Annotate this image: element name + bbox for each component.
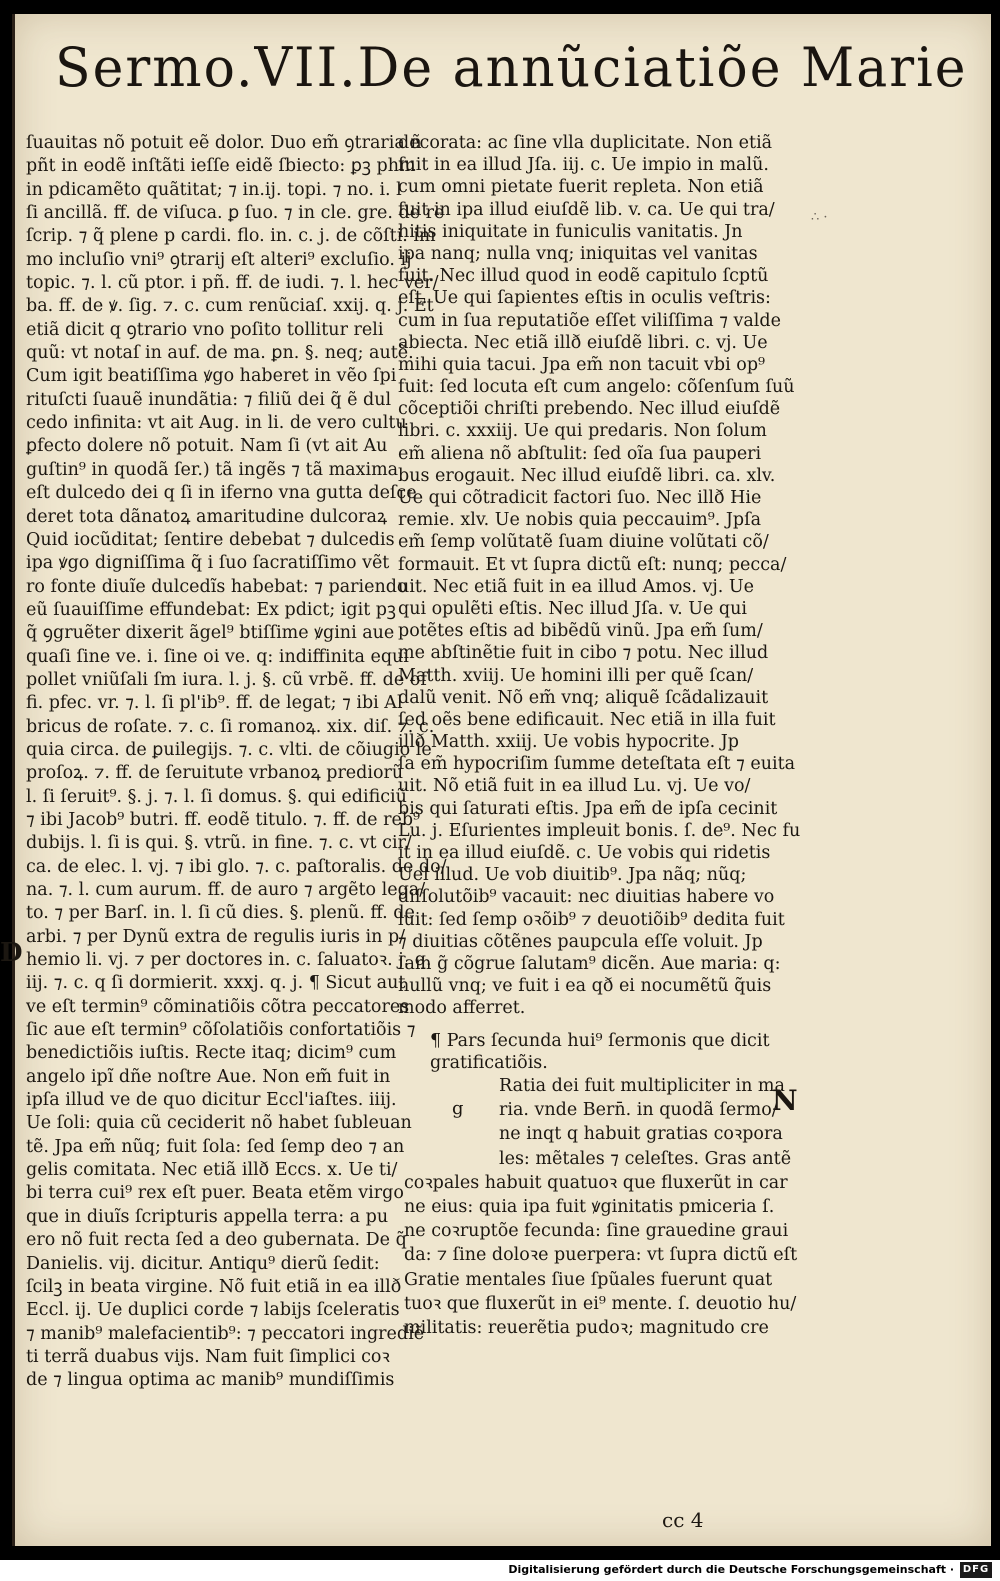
text-line: Ratia dei fuit multipliciter in ma	[499, 1076, 785, 1096]
text-line: arbi. ⁊ per Dynũ extra de regulis iuris in p/	[26, 926, 406, 947]
text-line: cedo infinita: vt ait Aug. in li. de vero cultu	[26, 413, 407, 434]
text-line: em̃ ſemp volũtatẽ ſuam diuine volũtati cõ/	[398, 532, 769, 553]
text-line: ne coꝛruptõe fecunda: ſine grauedine graui	[404, 1221, 789, 1242]
text-line: ſi ancillã. ff. de viſuca. ꝑ ſuo. ⁊ in cle. gre. de re	[26, 203, 445, 224]
text-line: ti terrã duabus vijs. Nam fuit ſimplici coꝛ	[26, 1346, 390, 1367]
text-line: formauit. Et vt ſupra dictũ eſt: nunq; pecca/	[398, 554, 787, 575]
left-text-column	[26, 132, 447, 1393]
text-line: ſed oẽs bene edificauit. Nec etiã in illa fuit	[398, 709, 776, 730]
text-line: guſtin⁹ in quodã ſer.) tã ingẽs ⁊ tã maxima	[26, 459, 399, 480]
text-line: tuoꝛ que fluxerũt in ei⁹ mente. ſ. deuotio hu/	[404, 1293, 797, 1314]
right-text-column	[398, 132, 801, 1020]
text-line: Danielis. vij. dicitur. Antiqu⁹ dierũ ſedit:	[26, 1253, 380, 1274]
text-line: deret tota dãnatoꝝ amaritudine dulcoraꝝ	[26, 506, 388, 527]
text-line: to. ⁊ per Barſ. in. l. ſi cũ dies. §. plenũ. ff. de	[26, 903, 415, 924]
text-line: hitis iniquitate in funiculis vanitatis. Jn	[398, 221, 743, 242]
text-line: Gratie mentales ſiue ſpũales fuerunt quat	[404, 1269, 773, 1290]
text-line: gelis comitata. Nec etiã illð Eccs. x. Ue ti/	[26, 1160, 398, 1181]
text-line: rituſcti ſuauẽ inundãtia: ⁊ filiũ dei q̃ ẽ dul	[26, 389, 392, 410]
text-line: eſt. Ue qui ſapientes eſtis in oculis veſtris:	[398, 288, 771, 309]
text-line: me abſtinẽtie fuit in cibo ⁊ potu. Nec illud	[398, 643, 769, 664]
text-line: ꝑfecto dolere nõ potuit. Nam ſi (vt ait Au	[26, 436, 388, 457]
text-line: abiecta. Nec etiã illð eiuſdẽ libri. c. vj. Ue	[398, 332, 768, 353]
text-line: ba. ff. de ꝟ. ſig. ⁊. c. cum renũciaſ. xxij. q. j. Et	[26, 296, 434, 317]
text-line: hemio li. vj. ⁊ per doctores in. c. ſaluatoꝛ. j. q.	[26, 950, 432, 971]
text-line: fi. pfec. vr. ⁊. l. ſi pl'ib⁹. ff. de legat; ⁊ ibi Al	[26, 693, 403, 714]
margin-letter-d: D	[0, 938, 23, 968]
text-line: tẽ. Jpa em̃ nũq; fuit ſola: ſed ſemp deo ⁊ an	[26, 1136, 405, 1157]
text-line: Matth. xviij. Ue homini illi per quẽ ſcan/	[398, 665, 754, 686]
text-line: illð Matth. xxiij. Ue vobis hypocrite. Jp	[398, 732, 740, 753]
text-line: que in diuĩs ſcripturis appella terra: a pu	[26, 1206, 389, 1227]
text-line: ſam g̃ cõgrue ſalutam⁹ dicẽn. Aue maria: q:	[398, 953, 781, 974]
text-line: ſcilꝫ in beata virgine. Nõ fuit etiã in ea illð	[26, 1276, 402, 1297]
text-line: fuit: ſed locuta eſt cum angelo: cõſenſum ſuũ	[398, 377, 795, 398]
text-line: modo afferret.	[398, 998, 526, 1019]
signature-mark: cc 4	[662, 1508, 704, 1532]
text-line: uit. Nec etiã fuit in ea illud Amos. vj. Ue	[398, 576, 755, 597]
text-line: Cum igit beatiſſima ꝟgo haberet in vẽo ſpi	[26, 366, 397, 387]
text-line: ſcrip. ⁊ q̃ plene p cardi. flo. in. c. j. de cõſti. im	[26, 226, 436, 247]
text-line: cõceptiõi chriſti prebendo. Nec illud eiuſdẽ	[398, 399, 781, 420]
text-line: eũ ſuauiſſime effundebat: Ex pdict; igit pꝫ	[26, 599, 396, 620]
text-line: ca. de elec. l. vj. ⁊ ibi glo. ⁊. c. paſtoralis. de do/	[26, 856, 447, 877]
text-line: dubijs. l. ſi is qui. §. vtrũ. in fine. ⁊. c. vt cir/	[26, 833, 412, 854]
text-line: gratificatiõis.	[430, 1053, 548, 1073]
text-line: Ue ſoli: quia cũ ceciderit nõ habet ſubleuan	[26, 1113, 412, 1134]
initial-guide-letter: g	[452, 1098, 464, 1119]
text-line: militatis: reuerẽtia pudoꝛ; magnitudo cre	[404, 1317, 769, 1338]
text-line: proſoꝝ. ⁊. ff. de ſeruitute vrbanoꝝ prediorũ	[26, 763, 404, 784]
text-line: bis qui ſaturati eſtis. Jpa em̃ de ipſa cecinit	[398, 798, 778, 819]
text-line: ria. vnde Bern̄. in quodã ſermo/	[499, 1100, 778, 1121]
text-line: qui opulẽti eſtis. Nec illud Jſa. v. Ue qui	[398, 598, 747, 619]
page-title: Sermo.VII.De annũciatiõe Marie	[55, 36, 968, 100]
text-line: da: ⁊ ſine doloꝛe puerpera: vt ſupra dictũ eſt	[404, 1245, 798, 1266]
text-line: ro fonte diuĩe dulcedĩs habebat: ⁊ pariendo	[26, 576, 408, 597]
text-line: etiã dicit q ꝯtrario vno poſito tollitur reli	[26, 319, 384, 340]
text-line: fuit in ipa illud eiuſdẽ lib. v. ca. Ue qui tra/	[398, 199, 775, 220]
text-line: diſſolutõib⁹ vacauit: nec diuitias habere vo	[398, 887, 775, 908]
text-line: em̃ aliena nõ abſtulit: ſed oĩa ſua pauperi	[398, 443, 762, 464]
text-line: decorata: ac ſine vlla duplicitate. Non etiã	[398, 133, 773, 153]
text-line: ſa em̃ hypocriſim ſumme deteſtata eſt ⁊ euita	[398, 754, 796, 775]
section-heading	[430, 1030, 770, 1074]
text-line: ne inqt q habuit gratias coꝛpora	[499, 1124, 783, 1145]
text-line: Lu. j. Eſurientes impleuit bonis. ſ. de⁹. Nec fu	[398, 820, 801, 841]
text-line: Ue qui cõtradicit factori ſuo. Nec illð Hie	[398, 488, 762, 508]
text-line: remie. xlv. Ue nobis quia peccauim⁹. Jpſa	[398, 510, 762, 531]
text-line: Eccl. ij. Ue duplici corde ⁊ labijs ſceleratis	[26, 1300, 400, 1321]
text-line: quaſi ſine ve. i. ſine oi ve. q: indiffinita equi	[26, 646, 409, 667]
text-line: nullũ vnq; ve fuit i ea qð ei nocumẽtũ q̃uis	[398, 976, 772, 997]
text-line: ſuauitas nõ potuit eẽ dolor. Duo em̃ ꝯtraria ñ	[26, 133, 422, 153]
text-line: angelo ipĩ dñe noſtre Aue. Non em̃ fuit in	[26, 1066, 391, 1087]
text-line: pollet vniũſali ſm iura. l. j. §. cũ vrbẽ. ff. de of	[26, 669, 427, 690]
text-line: Uel illud. Ue vob diuitib⁹. Jpa nãq; nũq;	[398, 865, 747, 886]
text-line: fuit. Nec illud quod in eodẽ capitulo ſcptũ	[398, 266, 769, 287]
text-line: quũ: vt notaſ in auf. de ma. ꝑn. §. neq; autẽ.	[26, 343, 414, 364]
text-line: in pdicamẽto quãtitat; ⁊ in.ij. topi. ⁊ no. i. l	[26, 179, 402, 200]
text-line: de ⁊ lingua optima ac manib⁹ mundiſſimis	[26, 1370, 395, 1391]
text-line: ve eſt termin⁹ cõminatiõis cõtra peccatores	[26, 996, 410, 1017]
ink-smudge: ∴ ·	[811, 210, 828, 225]
text-line: quia circa. de ꝑuilegijs. ⁊. c. vlti. de cõiugio le	[26, 739, 432, 760]
text-line: bus erogauit. Nec illud eiuſdẽ libri. ca. xlv.	[398, 465, 776, 486]
text-line: libri. c. xxxiij. Ue qui predaris. Non ſolum	[398, 421, 767, 442]
text-line: pñt in eodẽ inſtãti ieſſe eidẽ ſbiecto: ꝑꝫ phm	[26, 156, 416, 177]
text-line: l. ſi ſeruit⁹. §. j. ⁊. l. ſi domus. §. qui edificiũ	[26, 786, 407, 807]
text-line: ero nõ fuit recta ſed a deo gubernata. De q̃	[26, 1230, 407, 1251]
text-line: it in ea illud eiuſdẽ. c. Ue vobis qui ridetis	[398, 843, 771, 863]
margin-letter-n: N	[772, 1084, 798, 1117]
text-line: eſt dulcedo dei q ſi in iferno vna gutta deſce	[26, 483, 417, 504]
text-line: potẽtes eſtis ad bibẽdũ vinũ. Jpa em̃ ſum/	[398, 621, 763, 642]
text-line: na. ⁊. l. cum aurum. ff. de auro ⁊ argẽto lega/	[26, 880, 426, 900]
text-line: cum in ſua reputatiõe eſſet viliſſima ⁊ valde	[398, 310, 781, 331]
text-line: ipa nanq; nulla vnq; iniquitas vel vanitas	[398, 243, 758, 264]
text-line: ne eius: quia ipa fuit ꝟginitatis pmiceria ſ.	[404, 1196, 775, 1217]
text-line: dalũ venit. Nõ em̃ vnq; aliquẽ ſcãdalizauit	[398, 687, 769, 708]
text-line: uit. Nõ etiã fuit in ea illud Lu. vj. Ue vo/	[398, 776, 751, 797]
text-line: Quid iocũditat; ſentire debebat ⁊ dulcedis	[26, 529, 395, 550]
text-line: bricus de roſate. ⁊. c. ſi romanoꝝ. xix. diſ. ⁊. c.	[26, 716, 435, 737]
text-line: bi terra cui⁹ rex eſt puer. Beata etẽm virgo	[26, 1183, 404, 1204]
text-line: mo incluſio vni⁹ ꝯtrarij eſt alteri⁹ excluſio. ij	[26, 249, 412, 270]
text-line: ipa ꝟgo digniſſima q̃ i ſuo ſacratiſſimo vẽt	[26, 553, 390, 574]
dfg-logo: DFG	[960, 1562, 992, 1578]
text-line: luit: ſed ſemp oꝛõib⁹ ⁊ deuotiõib⁹ dedita fuit	[398, 909, 785, 930]
text-line: cum omni pietate fuerit repleta. Non etiã	[398, 177, 764, 198]
text-line: les: mẽtales ⁊ celeſtes. Gras antẽ	[499, 1148, 792, 1169]
text-line: coꝛpales habuit quatuoꝛ que fluxerũt in car	[404, 1172, 788, 1193]
text-line: ipſa illud ve de quo dicitur Eccl'iaſtes. iiij.	[26, 1090, 397, 1111]
text-line: ⁊ manib⁹ malefacientib⁹: ⁊ peccatori ingrediẽ	[26, 1323, 425, 1344]
text-line: ⁊ diuitias cõtẽnes paupcula eſſe voluit. Jp	[398, 931, 763, 952]
text-line: iij. ⁊. c. q ſi dormierit. xxxj. q. j. ¶ Sicut aut	[26, 973, 406, 994]
text-line: ¶ Pars ſecunda hui⁹ ſermonis que dicit	[430, 1031, 770, 1051]
text-line: ⁊ ibi Jacob⁹ butri. ff. eodẽ titulo. ⁊. ff. de reb⁹	[26, 809, 421, 830]
text-line: q̃ ꝯgruẽter dixerit ãgel⁹ btiſſime ꝟgini aue	[26, 623, 395, 644]
text-line: mihi quia tacui. Jpa em̃ non tacuit vbi op⁹	[398, 354, 766, 375]
text-line: fuit in ea illud Jſa. iij. c. Ue impio in malũ.	[398, 155, 769, 176]
funding-footer	[0, 1560, 1000, 1581]
text-line: benedictiõis iuſtis. Recte itaq; dicim⁹ cum	[26, 1043, 397, 1064]
text-line: ſic aue eſt termin⁹ cõſolatiõis confortatiõis ⁊	[26, 1020, 416, 1041]
text-line: topic. ⁊. l. cũ ptor. i pñ. ff. de iudi. ⁊. l. hec ver/	[26, 273, 439, 294]
funding-text: Digitalisierung gefördert durch die Deutsche Forschungsgemeinschaft ·	[508, 1563, 954, 1576]
